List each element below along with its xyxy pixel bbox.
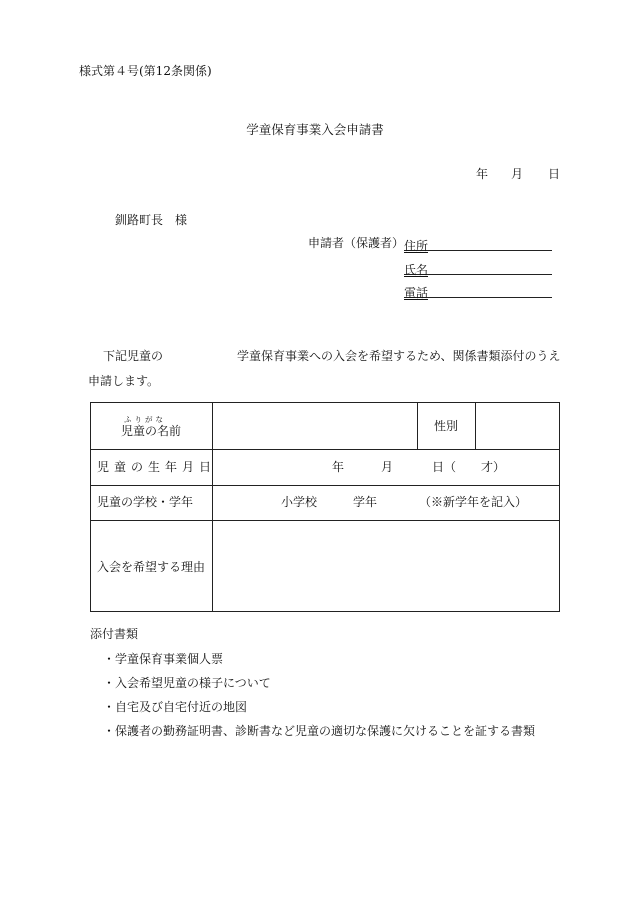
age-label: 才）: [481, 460, 506, 474]
birth-year-label: 年: [332, 460, 345, 474]
applicant-label: 申請者（保護者）: [308, 236, 405, 250]
school-grade-label: 児童の学校・学年: [97, 495, 194, 509]
attachment-item: ・保護者の勤務証明書、診断書など児童の適切な保護に欠けることを証する書類: [103, 724, 536, 738]
gender-label: 性別: [434, 419, 459, 433]
attachment-item: ・学童保育事業個人票: [103, 652, 224, 666]
birth-day-label: 日（: [432, 460, 457, 474]
grade-suffix: 学年: [353, 495, 378, 509]
column-divider: [417, 403, 418, 449]
page-title: 学童保育事業入会申請書: [246, 122, 384, 137]
body-text-line2: 申請します。: [88, 374, 160, 388]
address-field[interactable]: [404, 237, 552, 251]
reason-label: 入会を希望する理由: [97, 560, 206, 574]
recipient: 釧路町長 様: [115, 213, 188, 227]
child-name-label: 児童の名前: [121, 424, 182, 438]
attachment-item: ・自宅及び自宅付近の地図: [103, 700, 248, 714]
form-number: 様式第４号(第12条関係): [79, 64, 212, 78]
row-divider: [91, 520, 559, 521]
reason-input[interactable]: [221, 527, 551, 605]
grade-note: （※新学年を記入）: [419, 495, 528, 509]
date-year-label: 年: [476, 167, 489, 181]
gender-input[interactable]: [481, 411, 553, 443]
name-field[interactable]: [404, 261, 552, 275]
column-divider: [475, 403, 476, 449]
date-month-label: 月: [511, 167, 524, 181]
child-info-table: [90, 402, 560, 612]
date-day-label: 日: [548, 167, 561, 181]
school-suffix: 小学校: [281, 495, 318, 509]
birthdate-label: 児童の生年月日: [97, 460, 217, 474]
row-divider: [91, 485, 559, 486]
furigana-label: ふりがな: [124, 415, 166, 424]
birth-month-label: 月: [381, 460, 394, 474]
body-text-line1: 学童保育事業への入会を希望するため、関係書類添付のうえ: [237, 349, 561, 363]
phone-label: 電話: [404, 286, 429, 300]
attachment-item: ・入会希望児童の様子について: [103, 676, 271, 690]
attachments-title: 添付書類: [90, 627, 139, 641]
column-divider: [212, 403, 213, 611]
child-name-input[interactable]: [221, 411, 411, 443]
name-label: 氏名: [404, 263, 429, 277]
body-text-lead: 下記児童の: [103, 349, 164, 363]
row-divider: [91, 449, 559, 450]
phone-field[interactable]: [404, 284, 552, 298]
address-label: 住所: [404, 239, 429, 253]
